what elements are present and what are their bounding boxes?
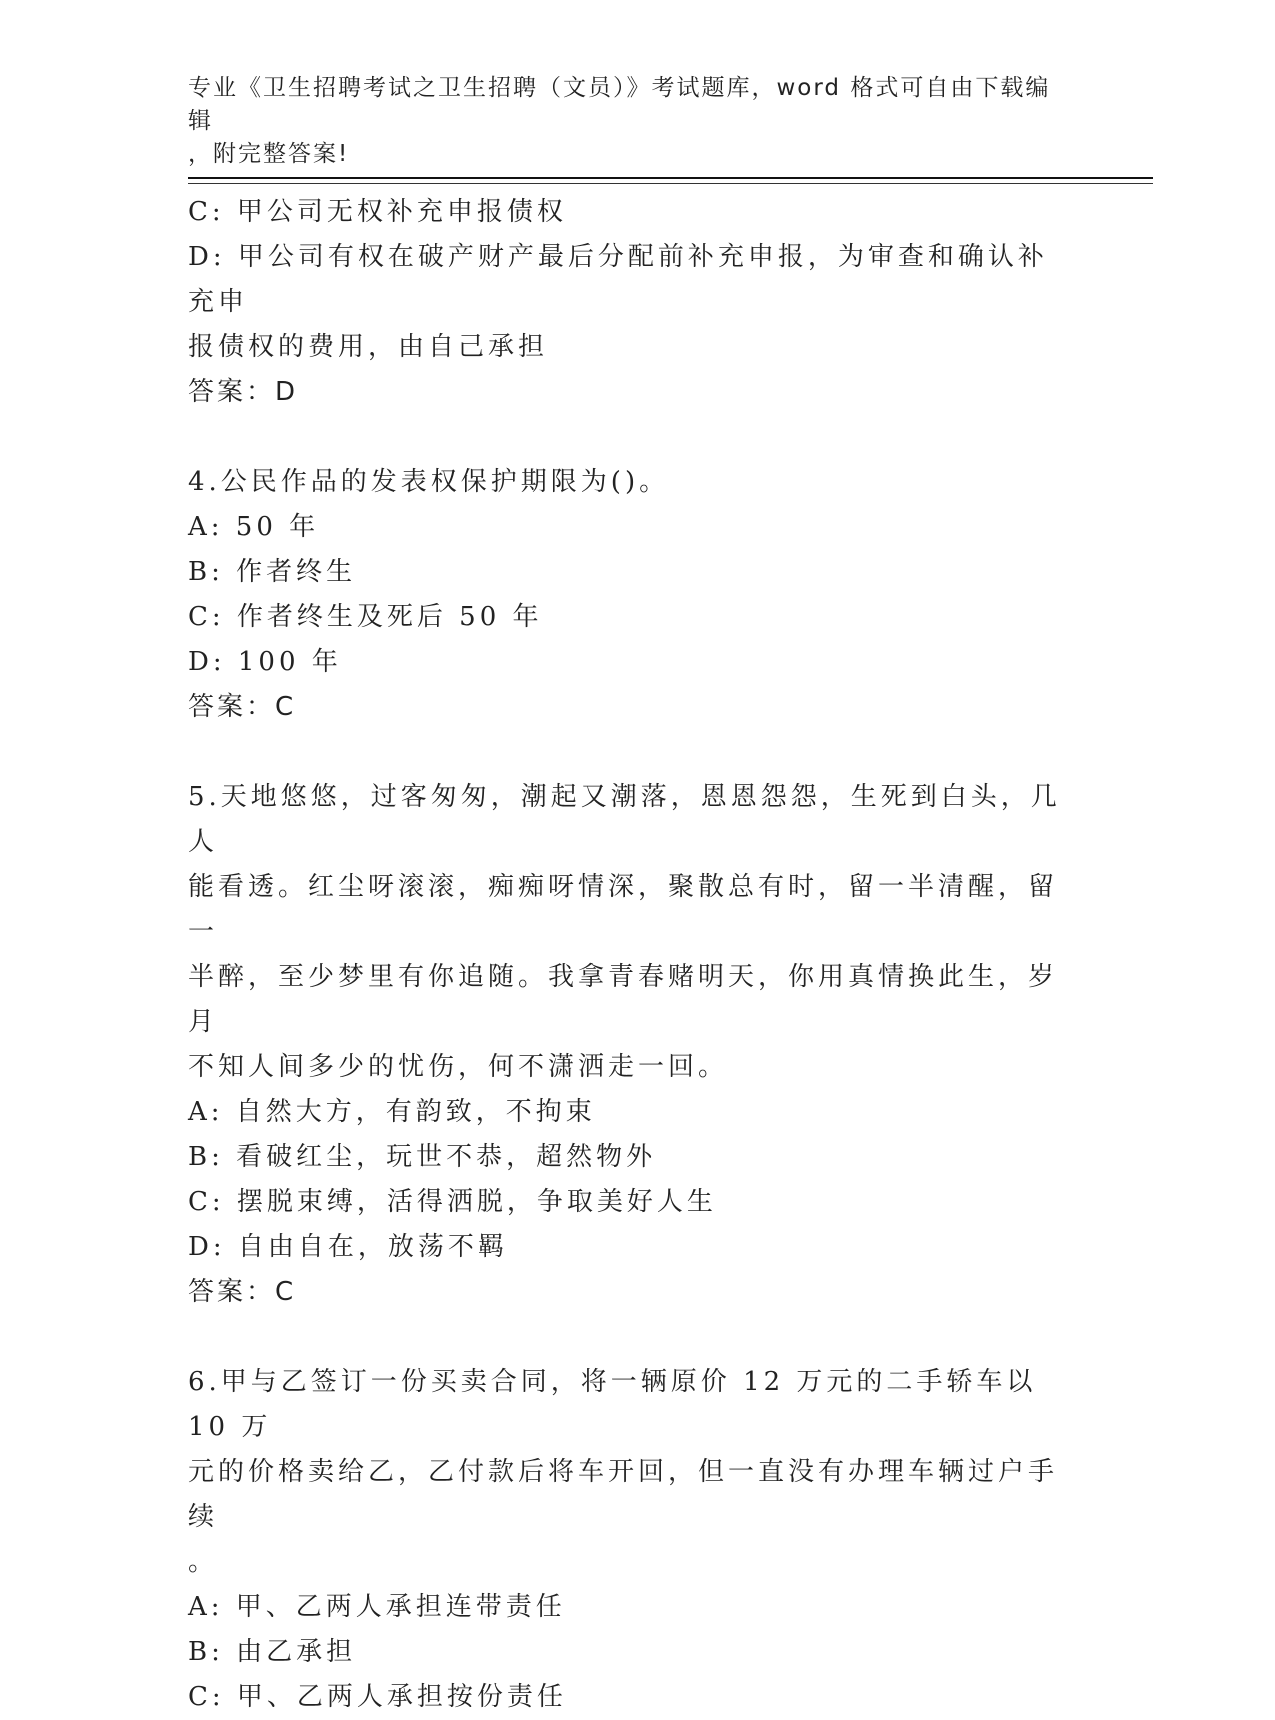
q5-option-b: B: 看破红尘，玩世不恭，超然物外: [188, 1142, 657, 1172]
q6-option-b: B: 由乙承担: [188, 1637, 357, 1667]
q3-option-c: C: 甲公司无权补充申报债权: [188, 197, 567, 227]
q5-stem-line-2: 能看透。红尘呀滚滚，痴痴呀情深，聚散总有时，留一半清醒，留一: [188, 872, 1059, 947]
spacer: [188, 730, 1068, 775]
header-divider-thin: [188, 183, 1153, 184]
question-list: [188, 190, 1068, 1720]
q4-stem: 4.公民作品的发表权保护期限为()。: [188, 467, 670, 497]
q5-stem-line-4: 不知人间多少的忧伤，何不潇洒走一回。: [188, 1052, 729, 1082]
q6-option-a: A: 甲、乙两人承担连带责任: [188, 1592, 566, 1622]
question-4: [188, 460, 1068, 730]
header-title-line-1: 专业《卫生招聘考试之卫生招聘（文员）》考试题库，word 格式可自由下载编辑: [188, 75, 1051, 134]
q6-stem-line-1: 6.甲与乙签订一份买卖合同，将一辆原价 12 万元的二手轿车以 10 万: [188, 1367, 1037, 1442]
q4-option-c: C: 作者终生及死后 50 年: [188, 602, 543, 632]
question-3: [188, 190, 1068, 415]
q5-option-c: C: 摆脱束缚，活得洒脱，争取美好人生: [188, 1187, 717, 1217]
q3-answer: 答案：D: [188, 377, 299, 407]
q5-option-d: D: 自由自在，放荡不羁: [188, 1232, 508, 1262]
q5-stem-line-1: 5.天地悠悠，过客匆匆，潮起又潮落，恩恩怨怨，生死到白头，几人: [188, 782, 1061, 857]
q6-stem-line-3: 。: [188, 1547, 219, 1577]
q5-option-a: A: 自然大方，有韵致，不拘束: [188, 1097, 596, 1127]
document-header: [188, 72, 1068, 171]
header-divider-thick: [188, 177, 1153, 179]
spacer: [188, 415, 1068, 460]
q6-stem-line-2: 元的价格卖给乙，乙付款后将车开回，但一直没有办理车辆过户手续: [188, 1457, 1059, 1532]
q5-stem-line-3: 半醉，至少梦里有你追随。我拿青春赌明天，你用真情换此生，岁月: [188, 962, 1059, 1037]
q4-option-b: B: 作者终生: [188, 557, 357, 587]
header-title-line-2: ，附完整答案!: [188, 141, 350, 167]
question-6: [188, 1360, 1068, 1720]
q5-answer: 答案：C: [188, 1277, 297, 1307]
q4-option-d: D: 100 年: [188, 647, 342, 677]
q4-answer: 答案：C: [188, 692, 297, 722]
q4-option-a: A: 50 年: [188, 512, 320, 542]
q3-option-d-cont: 报债权的费用，由自己承担: [188, 332, 549, 362]
spacer: [188, 1315, 1068, 1360]
q3-option-d: D: 甲公司有权在破产财产最后分配前补充申报，为审查和确认补充申: [188, 242, 1048, 317]
q6-option-c: C: 甲、乙两人承担按份责任: [188, 1682, 567, 1712]
question-5: [188, 775, 1068, 1315]
